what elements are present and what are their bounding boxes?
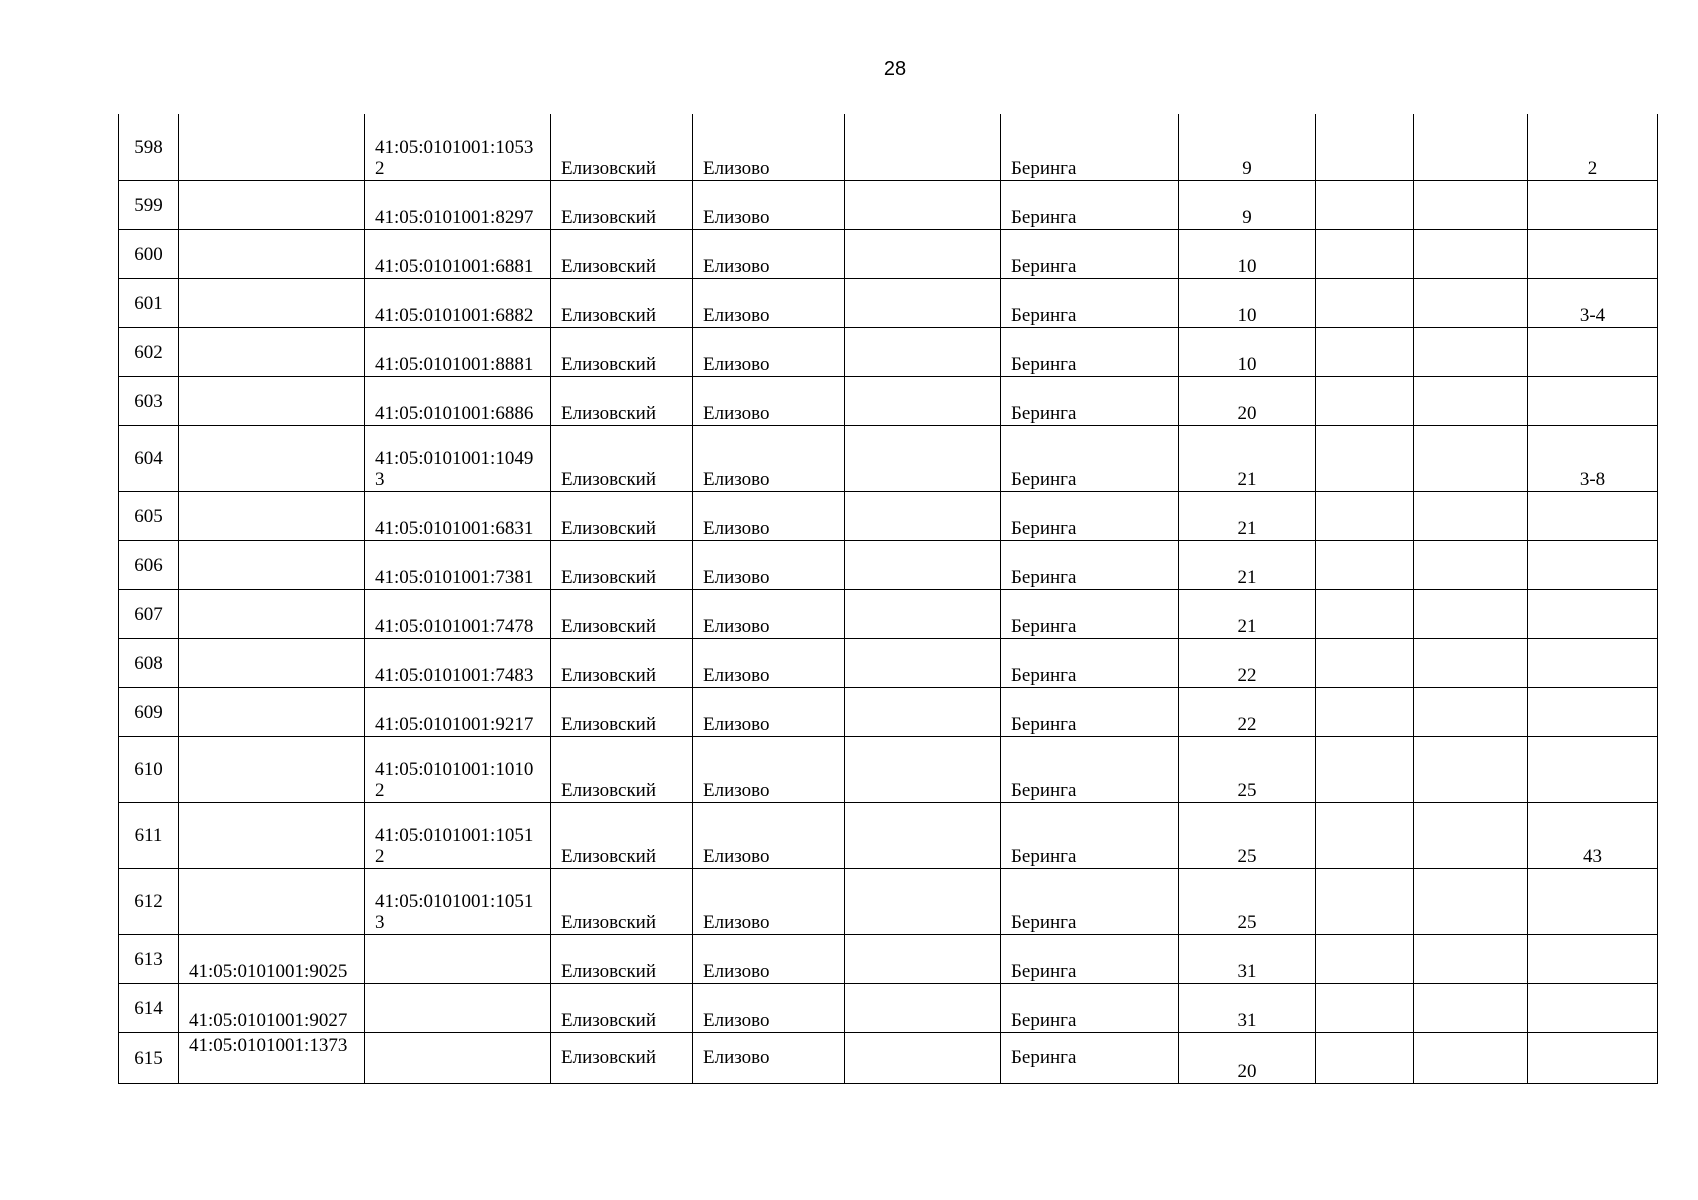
district-cell: Елизовский [551, 328, 693, 377]
house-cell: 21 [1179, 541, 1316, 590]
table-row [119, 279, 1658, 328]
street-cell: Беринга [1001, 639, 1179, 688]
building-cell [1316, 377, 1414, 426]
table-row [119, 984, 1658, 1033]
row-number-cell: 605 [119, 492, 179, 541]
table-row [119, 869, 1658, 935]
row-number-cell: 608 [119, 639, 179, 688]
apartment-cell [1528, 181, 1658, 230]
structure-cell [1414, 541, 1528, 590]
house-cell: 10 [1179, 279, 1316, 328]
building-cell [1316, 869, 1414, 935]
district-cell: Елизовский [551, 230, 693, 279]
building-cell [1316, 230, 1414, 279]
structure-cell [1414, 869, 1528, 935]
cadastral-number-b-cell: 41:05:0101001:10493 [365, 426, 551, 492]
building-cell [1316, 328, 1414, 377]
city-cell: Елизово [693, 869, 845, 935]
structure-cell [1414, 328, 1528, 377]
city-cell: Елизово [693, 737, 845, 803]
cadastral-number-a-cell [179, 688, 365, 737]
row-number-cell: 613 [119, 935, 179, 984]
cadastral-number-b-cell: 41:05:0101001:9217 [365, 688, 551, 737]
street-cell: Беринга [1001, 803, 1179, 869]
table-row [119, 426, 1658, 492]
structure-cell [1414, 181, 1528, 230]
district-cell: Елизовский [551, 492, 693, 541]
street-cell: Беринга [1001, 688, 1179, 737]
cadastral-number-b-cell: 41:05:0101001:7483 [365, 639, 551, 688]
table-row [119, 1033, 1658, 1084]
building-cell [1316, 114, 1414, 181]
district-cell: Елизовский [551, 279, 693, 328]
street-cell: Беринга [1001, 377, 1179, 426]
row-number-cell: 601 [119, 279, 179, 328]
city-cell: Елизово [693, 114, 845, 181]
cadastral-number-b-cell: 41:05:0101001:8297 [365, 181, 551, 230]
row-number-cell: 615 [119, 1033, 179, 1084]
cadastral-number-a-cell: 41:05:0101001:1373 [179, 1033, 365, 1084]
row-number-cell: 610 [119, 737, 179, 803]
row-number-cell: 602 [119, 328, 179, 377]
city-cell: Елизово [693, 1033, 845, 1084]
house-cell: 9 [1179, 181, 1316, 230]
street-cell: Беринга [1001, 590, 1179, 639]
structure-cell [1414, 688, 1528, 737]
street-cell: Беринга [1001, 181, 1179, 230]
cadastral-number-a-cell [179, 377, 365, 426]
structure-cell [1414, 1033, 1528, 1084]
district-cell: Елизовский [551, 935, 693, 984]
table-row [119, 230, 1658, 279]
house-cell: 22 [1179, 639, 1316, 688]
apartment-cell [1528, 639, 1658, 688]
settlement-cell [845, 935, 1001, 984]
cadastral-number-b-cell: 41:05:0101001:6831 [365, 492, 551, 541]
city-cell: Елизово [693, 279, 845, 328]
row-number-cell: 612 [119, 869, 179, 935]
apartment-cell [1528, 541, 1658, 590]
apartment-cell [1528, 328, 1658, 377]
district-cell: Елизовский [551, 181, 693, 230]
district-cell: Елизовский [551, 590, 693, 639]
street-cell: Беринга [1001, 1033, 1179, 1084]
city-cell: Елизово [693, 377, 845, 426]
row-number-cell: 598 [119, 114, 179, 181]
building-cell [1316, 688, 1414, 737]
city-cell: Елизово [693, 492, 845, 541]
table-row [119, 737, 1658, 803]
street-cell: Беринга [1001, 492, 1179, 541]
table-row [119, 541, 1658, 590]
table-row [119, 935, 1658, 984]
structure-cell [1414, 279, 1528, 328]
cadastral-number-a-cell [179, 541, 365, 590]
city-cell: Елизово [693, 688, 845, 737]
table-row [119, 590, 1658, 639]
row-number-cell: 600 [119, 230, 179, 279]
district-cell: Елизовский [551, 869, 693, 935]
structure-cell [1414, 935, 1528, 984]
cadastral-number-b-cell [365, 1033, 551, 1084]
table-row [119, 688, 1658, 737]
city-cell: Елизово [693, 639, 845, 688]
city-cell: Елизово [693, 426, 845, 492]
district-cell: Елизовский [551, 984, 693, 1033]
building-cell [1316, 590, 1414, 639]
structure-cell [1414, 492, 1528, 541]
cadastral-number-a-cell [179, 803, 365, 869]
house-cell: 25 [1179, 737, 1316, 803]
house-cell: 31 [1179, 935, 1316, 984]
settlement-cell [845, 426, 1001, 492]
house-cell: 21 [1179, 426, 1316, 492]
cadastral-number-b-cell: 41:05:0101001:6886 [365, 377, 551, 426]
city-cell: Елизово [693, 541, 845, 590]
settlement-cell [845, 1033, 1001, 1084]
street-cell: Беринга [1001, 230, 1179, 279]
settlement-cell [845, 639, 1001, 688]
district-cell: Елизовский [551, 426, 693, 492]
district-cell: Елизовский [551, 541, 693, 590]
house-cell: 25 [1179, 869, 1316, 935]
apartment-cell [1528, 869, 1658, 935]
street-cell: Беринга [1001, 869, 1179, 935]
cadastral-number-a-cell [179, 869, 365, 935]
cadastral-number-a-cell [179, 114, 365, 181]
row-number-cell: 611 [119, 803, 179, 869]
structure-cell [1414, 426, 1528, 492]
house-cell: 31 [1179, 984, 1316, 1033]
cadastral-number-a-cell [179, 492, 365, 541]
apartment-cell: 2 [1528, 114, 1658, 181]
house-cell: 20 [1179, 377, 1316, 426]
cadastral-number-b-cell: 41:05:0101001:7381 [365, 541, 551, 590]
settlement-cell [845, 541, 1001, 590]
city-cell: Елизово [693, 803, 845, 869]
row-number-cell: 607 [119, 590, 179, 639]
table-row [119, 377, 1658, 426]
city-cell: Елизово [693, 328, 845, 377]
house-cell: 9 [1179, 114, 1316, 181]
table-row [119, 492, 1658, 541]
cadastral-number-a-cell [179, 737, 365, 803]
page-number: 28 [883, 58, 907, 80]
settlement-cell [845, 377, 1001, 426]
apartment-cell [1528, 688, 1658, 737]
building-cell [1316, 984, 1414, 1033]
settlement-cell [845, 279, 1001, 328]
house-cell: 10 [1179, 230, 1316, 279]
table-row [119, 639, 1658, 688]
building-cell [1316, 426, 1414, 492]
cadastral-number-a-cell [179, 426, 365, 492]
row-number-cell: 604 [119, 426, 179, 492]
house-cell: 20 [1179, 1033, 1316, 1084]
city-cell: Елизово [693, 230, 845, 279]
row-number-cell: 603 [119, 377, 179, 426]
apartment-cell [1528, 590, 1658, 639]
district-cell: Елизовский [551, 737, 693, 803]
city-cell: Елизово [693, 181, 845, 230]
cadastral-number-b-cell: 41:05:0101001:7478 [365, 590, 551, 639]
cadastral-number-a-cell: 41:05:0101001:9027 [179, 984, 365, 1033]
apartment-cell [1528, 935, 1658, 984]
cadastral-number-a-cell [179, 230, 365, 279]
table-row [119, 114, 1658, 181]
apartment-cell: 3-4 [1528, 279, 1658, 328]
building-cell [1316, 181, 1414, 230]
house-cell: 22 [1179, 688, 1316, 737]
street-cell: Беринга [1001, 541, 1179, 590]
structure-cell [1414, 803, 1528, 869]
city-cell: Елизово [693, 935, 845, 984]
apartment-cell [1528, 492, 1658, 541]
structure-cell [1414, 377, 1528, 426]
row-number-cell: 609 [119, 688, 179, 737]
cadastral-number-a-cell [179, 590, 365, 639]
apartment-cell [1528, 737, 1658, 803]
street-cell: Беринга [1001, 426, 1179, 492]
apartment-cell [1528, 984, 1658, 1033]
house-cell: 25 [1179, 803, 1316, 869]
street-cell: Беринга [1001, 984, 1179, 1033]
settlement-cell [845, 737, 1001, 803]
district-cell: Елизовский [551, 1033, 693, 1084]
cadastral-number-b-cell: 41:05:0101001:10532 [365, 114, 551, 181]
cadastral-number-a-cell: 41:05:0101001:9025 [179, 935, 365, 984]
building-cell [1316, 1033, 1414, 1084]
building-cell [1316, 639, 1414, 688]
cadastral-number-b-cell: 41:05:0101001:6882 [365, 279, 551, 328]
settlement-cell [845, 590, 1001, 639]
apartment-cell: 43 [1528, 803, 1658, 869]
settlement-cell [845, 688, 1001, 737]
structure-cell [1414, 114, 1528, 181]
district-cell: Елизовский [551, 688, 693, 737]
settlement-cell [845, 114, 1001, 181]
settlement-cell [845, 803, 1001, 869]
table-row [119, 803, 1658, 869]
street-cell: Беринга [1001, 114, 1179, 181]
house-cell: 21 [1179, 492, 1316, 541]
cadastral-number-b-cell: 41:05:0101001:6881 [365, 230, 551, 279]
house-cell: 10 [1179, 328, 1316, 377]
registry-body [119, 114, 1658, 1084]
settlement-cell [845, 230, 1001, 279]
table-row [119, 181, 1658, 230]
row-number-cell: 599 [119, 181, 179, 230]
district-cell: Елизовский [551, 377, 693, 426]
city-cell: Елизово [693, 984, 845, 1033]
row-number-cell: 606 [119, 541, 179, 590]
settlement-cell [845, 328, 1001, 377]
building-cell [1316, 541, 1414, 590]
city-cell: Елизово [693, 590, 845, 639]
settlement-cell [845, 181, 1001, 230]
settlement-cell [845, 984, 1001, 1033]
cadastral-number-b-cell: 41:05:0101001:10513 [365, 869, 551, 935]
cadastral-number-b-cell [365, 935, 551, 984]
building-cell [1316, 935, 1414, 984]
cadastral-number-a-cell [179, 328, 365, 377]
building-cell [1316, 803, 1414, 869]
cadastral-number-b-cell: 41:05:0101001:8881 [365, 328, 551, 377]
structure-cell [1414, 737, 1528, 803]
house-cell: 21 [1179, 590, 1316, 639]
cadastral-number-a-cell [179, 279, 365, 328]
cadastral-number-b-cell [365, 984, 551, 1033]
cadastral-number-b-cell: 41:05:0101001:10102 [365, 737, 551, 803]
street-cell: Беринга [1001, 279, 1179, 328]
structure-cell [1414, 639, 1528, 688]
building-cell [1316, 279, 1414, 328]
street-cell: Беринга [1001, 935, 1179, 984]
table-row [119, 328, 1658, 377]
district-cell: Елизовский [551, 114, 693, 181]
cadastral-number-a-cell [179, 639, 365, 688]
building-cell [1316, 737, 1414, 803]
apartment-cell [1528, 230, 1658, 279]
district-cell: Елизовский [551, 639, 693, 688]
structure-cell [1414, 984, 1528, 1033]
apartment-cell [1528, 377, 1658, 426]
settlement-cell [845, 869, 1001, 935]
row-number-cell: 614 [119, 984, 179, 1033]
address-registry-table [118, 114, 1658, 1084]
apartment-cell: 3-8 [1528, 426, 1658, 492]
street-cell: Беринга [1001, 328, 1179, 377]
structure-cell [1414, 230, 1528, 279]
cadastral-number-a-cell [179, 181, 365, 230]
structure-cell [1414, 590, 1528, 639]
building-cell [1316, 492, 1414, 541]
apartment-cell [1528, 1033, 1658, 1084]
settlement-cell [845, 492, 1001, 541]
cadastral-number-b-cell: 41:05:0101001:10512 [365, 803, 551, 869]
street-cell: Беринга [1001, 737, 1179, 803]
district-cell: Елизовский [551, 803, 693, 869]
